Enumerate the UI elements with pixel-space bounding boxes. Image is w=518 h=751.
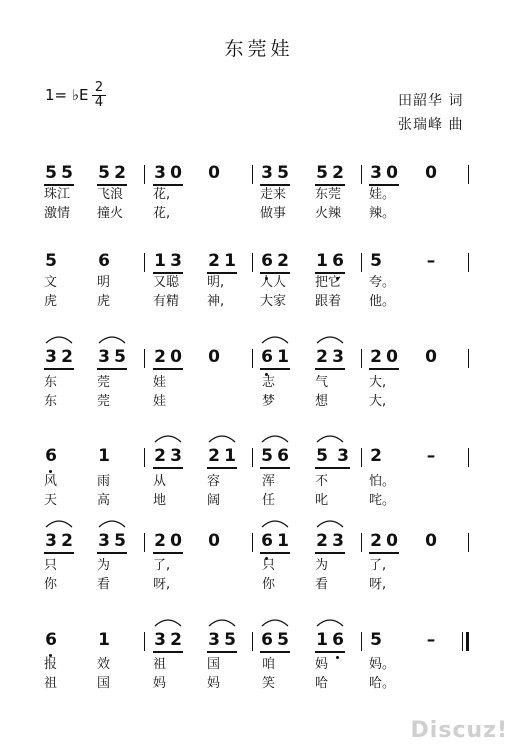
note: 6 — [261, 630, 273, 650]
note: 2 — [114, 163, 126, 183]
lyric: 东 — [44, 375, 58, 390]
lyric: 哈 — [315, 676, 329, 691]
lyric: 想 — [315, 394, 329, 409]
barline — [361, 165, 362, 184]
lyric: 东莞 — [315, 187, 342, 202]
low-octave-dot — [336, 656, 339, 659]
lyric: 效 — [97, 657, 111, 672]
barline — [361, 632, 362, 651]
lyric: 只 — [262, 558, 276, 573]
note: 0 — [425, 347, 437, 367]
eighth-underline — [260, 552, 290, 554]
lyric: 看 — [97, 577, 111, 592]
barline — [144, 165, 145, 184]
lyric: 你 — [262, 577, 276, 592]
barline — [144, 632, 145, 651]
lyric: 虎 — [44, 294, 58, 309]
note: 0 — [425, 531, 437, 551]
note: 3 — [208, 630, 220, 650]
lyric: 阔 — [207, 493, 221, 508]
eighth-underline — [315, 552, 345, 554]
note: 0 — [170, 163, 182, 183]
barline — [252, 349, 253, 368]
note: 6 — [98, 251, 110, 271]
eighth-underline — [369, 552, 399, 554]
note: 2 — [154, 347, 166, 367]
lyric: 把它 — [315, 275, 342, 290]
eighth-underline — [153, 368, 183, 370]
barline — [468, 349, 469, 368]
lyric: 跟着 — [315, 294, 342, 309]
eighth-underline — [260, 651, 290, 653]
note: 2 — [277, 251, 289, 271]
lyric: 撞火 — [97, 206, 124, 221]
barline — [468, 533, 469, 552]
lyric: 容 — [207, 474, 221, 489]
barline — [252, 448, 253, 467]
lyric: 了, — [369, 558, 387, 573]
note: 3 — [370, 163, 382, 183]
slur-mark — [315, 334, 345, 344]
eighth-underline — [260, 184, 290, 186]
note: 0 — [208, 531, 220, 551]
note: 0 — [386, 347, 398, 367]
eighth-underline — [207, 651, 237, 653]
note: 5 — [370, 251, 382, 271]
barline — [252, 533, 253, 552]
note: 2 — [332, 163, 344, 183]
lyric: 了, — [153, 558, 171, 573]
lyric: 人人 — [260, 275, 287, 290]
lyric: 妈。 — [369, 657, 396, 672]
lyric: 文 — [44, 275, 58, 290]
slur-mark — [315, 518, 345, 528]
barline — [361, 533, 362, 552]
note: 3 — [170, 251, 182, 271]
barline — [468, 448, 469, 467]
lyric: 飞浪 — [97, 187, 124, 202]
lyric: 大, — [369, 394, 387, 409]
note: 1 — [316, 251, 328, 271]
note: 2 — [170, 630, 182, 650]
note: 0 — [208, 163, 220, 183]
note: 6 — [261, 347, 273, 367]
note: – — [426, 446, 436, 466]
eighth-underline — [44, 184, 74, 186]
eighth-underline — [315, 467, 350, 469]
note: 2 — [154, 446, 166, 466]
lyric: 激情 — [44, 206, 71, 221]
slur-mark — [260, 518, 290, 528]
lyric: 夸。 — [369, 275, 396, 290]
note: 2 — [316, 347, 328, 367]
lyric: 咱 — [262, 657, 276, 672]
lyric: 火辣 — [315, 206, 342, 221]
note: 3 — [261, 163, 273, 183]
lyric: 大, — [369, 375, 387, 390]
note: 5 — [45, 163, 57, 183]
slur-mark — [260, 617, 290, 627]
eighth-underline — [207, 467, 237, 469]
time-signature — [92, 82, 106, 109]
slur-mark — [44, 518, 74, 528]
barline — [468, 165, 469, 184]
lyric: 雨 — [97, 474, 111, 489]
barline — [468, 253, 469, 272]
note: 5 — [277, 163, 289, 183]
note: 2 — [370, 347, 382, 367]
note: 5 — [114, 531, 126, 551]
note: 5 — [114, 347, 126, 367]
lyric: 高 — [97, 493, 111, 508]
slur-mark — [260, 433, 290, 443]
eighth-underline — [260, 467, 290, 469]
eighth-underline — [260, 368, 290, 370]
note: 2 — [61, 531, 73, 551]
score-system-3 — [0, 347, 518, 437]
lyric: 娃 — [153, 394, 167, 409]
eighth-underline — [97, 368, 127, 370]
note: 6 — [277, 446, 289, 466]
lyric: 有精 — [153, 294, 180, 309]
lyric: 大家 — [260, 294, 287, 309]
lyric: 只 — [44, 558, 58, 573]
note: 5 — [316, 446, 328, 466]
note: 3 — [170, 446, 182, 466]
note: 1 — [98, 446, 110, 466]
barline — [252, 253, 253, 272]
barline — [361, 253, 362, 272]
note: 5 — [261, 446, 273, 466]
note: 5 — [45, 251, 57, 271]
lyric: 明, — [207, 275, 225, 290]
eighth-underline — [315, 272, 345, 274]
note: 1 — [154, 251, 166, 271]
note: 5 — [224, 630, 236, 650]
slur-mark — [315, 433, 345, 443]
note: 3 — [337, 446, 349, 466]
note: 6 — [332, 630, 344, 650]
score-system-2 — [0, 251, 518, 341]
barline — [144, 533, 145, 552]
lyric: 娃 — [153, 375, 167, 390]
low-octave-dot — [49, 470, 52, 473]
note: 2 — [154, 531, 166, 551]
score-system-4 — [0, 446, 518, 536]
lyric: 又聪 — [153, 275, 180, 290]
lyric: 神, — [207, 294, 225, 309]
note: 3 — [332, 347, 344, 367]
final-barline — [462, 632, 463, 651]
eighth-underline — [369, 368, 399, 370]
lyric: 为 — [315, 558, 329, 573]
time-signature-bottom: 4 — [94, 95, 104, 110]
lyric: 任 — [262, 493, 276, 508]
lyric: 地 — [153, 493, 167, 508]
lyric: 妈 — [207, 676, 221, 691]
lyric: 天 — [44, 493, 58, 508]
lyric: 祖 — [44, 676, 58, 691]
note: 1 — [224, 446, 236, 466]
barline — [252, 632, 253, 651]
note: 3 — [45, 531, 57, 551]
lyric: 怕。 — [369, 474, 396, 489]
lyric: 浑 — [262, 474, 276, 489]
note: – — [426, 630, 436, 650]
slur-mark — [153, 433, 183, 443]
score-system-6 — [0, 630, 518, 720]
slur-mark — [207, 617, 237, 627]
note: 3 — [332, 531, 344, 551]
watermark: Discuz! — [410, 718, 508, 743]
note: 6 — [261, 531, 273, 551]
note: 1 — [277, 531, 289, 551]
note: – — [426, 251, 436, 271]
note: 0 — [170, 531, 182, 551]
slur-mark — [97, 518, 127, 528]
lyric: 为 — [97, 558, 111, 573]
lyric: 花, — [153, 206, 171, 221]
lyric: 妈 — [315, 657, 329, 672]
composer-credit: 张瑞峰 曲 — [398, 117, 464, 133]
lyric: 笑 — [262, 676, 276, 691]
note: 1 — [98, 630, 110, 650]
score-system-1 — [0, 163, 518, 253]
key-signature: 1= ♭E — [45, 86, 89, 104]
eighth-underline — [97, 552, 127, 554]
note: 5 — [370, 630, 382, 650]
note: 3 — [98, 347, 110, 367]
note: 0 — [425, 163, 437, 183]
note: 6 — [45, 630, 57, 650]
note: 2 — [370, 446, 382, 466]
note: 1 — [277, 347, 289, 367]
eighth-underline — [44, 368, 74, 370]
lyric: 哈。 — [369, 676, 396, 691]
lyric: 虎 — [97, 294, 111, 309]
lyric: 气 — [315, 375, 329, 390]
lyric: 祖 — [153, 657, 167, 672]
barline — [252, 165, 253, 184]
note: 3 — [154, 163, 166, 183]
note: 6 — [45, 446, 57, 466]
eighth-underline — [153, 552, 183, 554]
lyric: 莞 — [97, 375, 111, 390]
note: 3 — [45, 347, 57, 367]
barline — [144, 448, 145, 467]
slur-mark — [97, 334, 127, 344]
note: 1 — [224, 251, 236, 271]
slur-mark — [153, 617, 183, 627]
eighth-underline — [97, 184, 127, 186]
eighth-underline — [315, 651, 345, 653]
note: 0 — [170, 347, 182, 367]
slur-mark — [260, 334, 290, 344]
eighth-underline — [315, 184, 345, 186]
barline — [144, 253, 145, 272]
lyric: 辣。 — [369, 206, 396, 221]
lyric: 娃。 — [369, 187, 396, 202]
eighth-underline — [44, 552, 74, 554]
note: 2 — [61, 347, 73, 367]
lyric: 明 — [97, 275, 111, 290]
note: 0 — [208, 347, 220, 367]
lyric: 做事 — [260, 206, 287, 221]
eighth-underline — [207, 272, 237, 274]
final-barline-thick — [466, 632, 469, 651]
eighth-underline — [153, 651, 183, 653]
lyric: 志 — [262, 375, 276, 390]
note: 5 — [98, 163, 110, 183]
eighth-underline — [315, 368, 345, 370]
lyric: 莞 — [97, 394, 111, 409]
note: 1 — [316, 630, 328, 650]
note: 0 — [386, 163, 398, 183]
note: 0 — [386, 531, 398, 551]
lyric: 不 — [315, 474, 329, 489]
lyric: 呀, — [369, 577, 387, 592]
lyric: 呀, — [153, 577, 171, 592]
slur-mark — [44, 334, 74, 344]
lyric: 珠江 — [44, 187, 71, 202]
lyric: 国 — [207, 657, 221, 672]
eighth-underline — [153, 467, 183, 469]
note: 2 — [208, 446, 220, 466]
note: 5 — [277, 630, 289, 650]
note: 2 — [208, 251, 220, 271]
lyric: 走来 — [260, 187, 287, 202]
lyric: 梦 — [262, 394, 276, 409]
barline — [361, 448, 362, 467]
score-system-5 — [0, 531, 518, 621]
eighth-underline — [260, 272, 290, 274]
slur-mark — [315, 617, 345, 627]
lyric: 东 — [44, 394, 58, 409]
slur-mark — [207, 433, 237, 443]
lyric: 看 — [315, 577, 329, 592]
lyric: 你 — [44, 577, 58, 592]
lyric: 报 — [44, 657, 58, 672]
note: 2 — [316, 531, 328, 551]
eighth-underline — [369, 184, 399, 186]
note: 3 — [154, 630, 166, 650]
lyricist-credit: 田韶华 词 — [398, 93, 464, 109]
barline — [361, 349, 362, 368]
note: 5 — [316, 163, 328, 183]
lyric: 风 — [44, 474, 58, 489]
barline — [144, 349, 145, 368]
lyric: 从 — [153, 474, 167, 489]
note: 6 — [332, 251, 344, 271]
note: 3 — [98, 531, 110, 551]
lyric: 国 — [97, 676, 111, 691]
eighth-underline — [153, 184, 183, 186]
lyric: 花, — [153, 187, 171, 202]
note: 6 — [261, 251, 273, 271]
eighth-underline — [153, 272, 183, 274]
note: 2 — [370, 531, 382, 551]
lyric: 妈 — [153, 676, 167, 691]
lyric: 他。 — [369, 294, 396, 309]
song-title: 东莞娃 — [224, 38, 294, 60]
time-signature-top: 2 — [94, 80, 104, 95]
lyric: 叱 — [315, 493, 329, 508]
lyric: 咤。 — [369, 493, 396, 508]
note: 5 — [61, 163, 73, 183]
